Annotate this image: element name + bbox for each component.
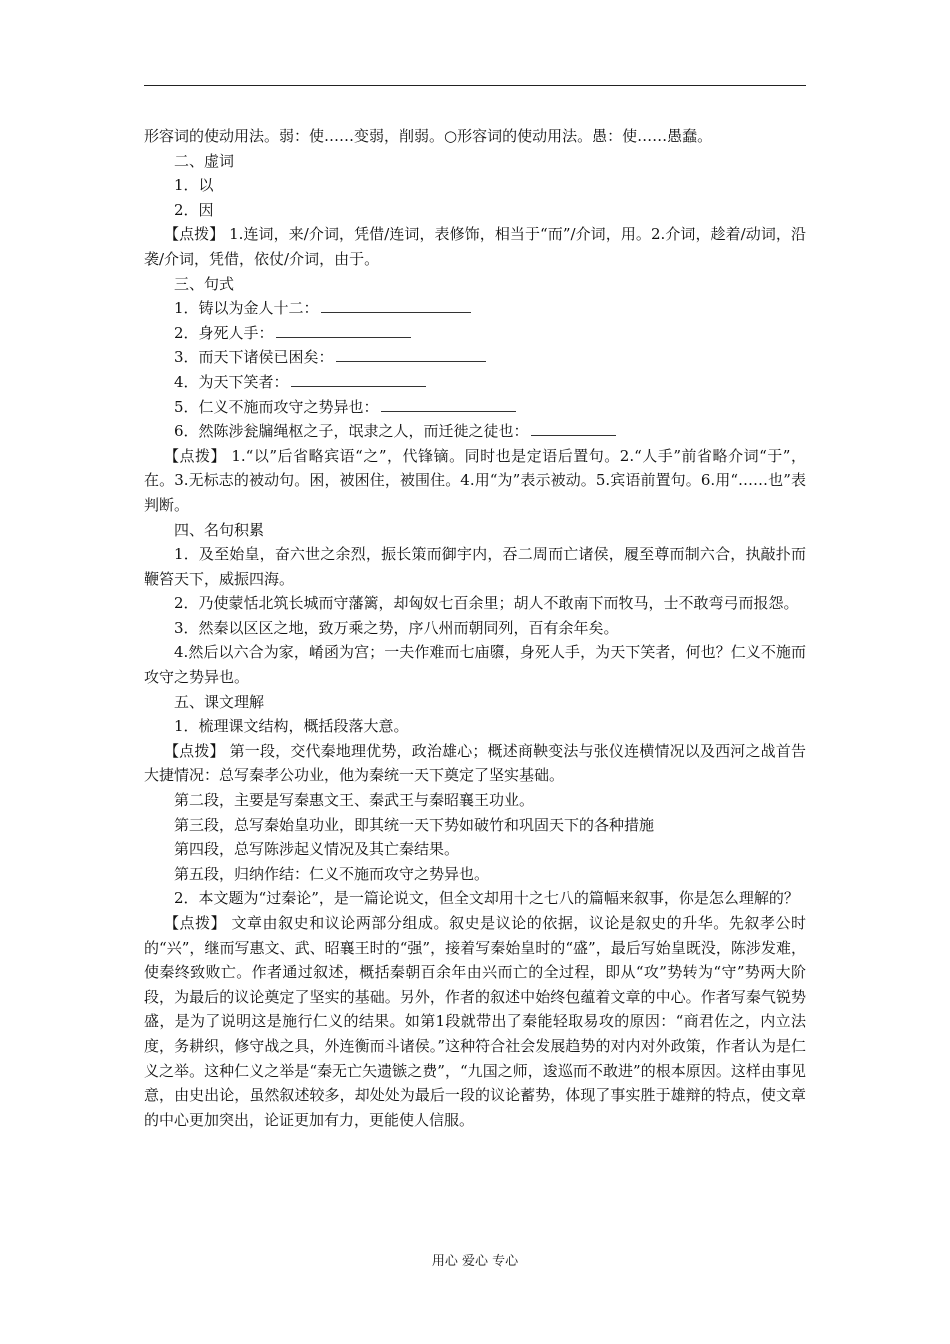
paragraph (144, 591, 806, 616)
paragraph-text: 2．乃使蒙恬北筑长城而守藩篱，却匈奴七百余里；胡人不敢南下而牧马，士不敢弯弓而报怨。 (174, 594, 799, 613)
paragraph-text: 3．然秦以区区之地，致万乘之势，序八州而朝同列，百有余年矣。 (174, 618, 619, 637)
paragraph-text: 1．以 (174, 176, 214, 195)
paragraph (144, 173, 806, 198)
paragraph (144, 911, 806, 1132)
paragraph (144, 149, 806, 174)
paragraph (144, 124, 806, 149)
paragraph-text: 【点拨】 文章由叙史和议论两部分组成。叙史是议论的依据，议论是叙史的升华。先叙孝公时的“兴”，继而写惠文、武、昭襄王时的“强”，接着写秦始皇时的“盛”，最后写始皇既没，陈涉发难，使秦终致败亡。作者通过叙述，概括秦朝百余年由兴而亡的全过程，即从“攻”势转为“守”势两大阶段，为最后的议论奠定了坚实的基础。另外，作者的叙述中始终包蕴着文章的中心。作者写秦气锐势盛，是为了说明这是施行仁义的结果。如第1段就带出了秦能轻取易攻的原因：“商君佐之，内立法度，务耕织，修守战之具，外连衡而斗诸侯。”这种符合社会发展趋势的对内对外政策，作者认为是仁义之举。这种仁义之举是“秦无亡矢遗镞之费”，“九国之师，逡巡而不敢进”的根本原因。这样由事见意，由史出论，虽然叙述较多，却处处为最后一段的议论蓄势，体现了事实胜于雄辩的特点，使文章的中心更加突出，论证更加有力，更能使人信服。 (144, 914, 806, 1129)
paragraph (144, 518, 806, 543)
paragraph-text: 形容词的使动用法。弱：使……变弱，削弱。○形容词的使动用法。愚：使……愚蠢。 (144, 127, 713, 145)
exercise-item (144, 395, 806, 420)
paragraph-text: 四、名句积累 (174, 520, 265, 539)
paragraph-text: 6．然陈涉瓮牖绳枢之子，氓隶之人，而迁徙之徒也： (174, 422, 529, 441)
answer-blank[interactable] (381, 397, 516, 412)
paragraph (144, 862, 806, 887)
exercise-item (144, 321, 806, 346)
paragraph-text: 4．为天下笑者： (174, 372, 289, 391)
paragraph-text: 二、虚词 (174, 151, 235, 170)
paragraph-text: 【点拨】 1.连词，来/介词，凭借/连词，表修饰，相当于“而”/介词，用。2.介词，趁着/动词，沿袭/介词，凭借，依仗/介词，由于。 (144, 225, 806, 268)
paragraph-text: 【点拨】 1.“以”后省略宾语“之”，代锋镝。同时也是定语后置句。2.“人手”前省略介词“于”，在。3.无标志的被动句。困，被困住，被围住。4.用“为”表示被动。5.宾语前置句。6.用“……也”表判断。 (144, 446, 806, 514)
paragraph (144, 813, 806, 838)
paragraph (144, 198, 806, 223)
paragraph-text: 1．铸以为金人十二： (174, 299, 319, 318)
paragraph-text: 2．身死人手： (174, 323, 274, 342)
exercise-item (144, 370, 806, 395)
page-footer: 用心 爱心 专心 (431, 1254, 519, 1269)
paragraph (144, 788, 806, 813)
paragraph-text: 第四段，总写陈涉起义情况及其亡秦结果。 (174, 840, 460, 859)
paragraph (144, 272, 806, 297)
paragraph-text: 2．本文题为“过秦论”，是一篇论说文，但全文却用十之七八的篇幅来叙事，你是怎么理解的？ (174, 889, 799, 908)
paragraph (144, 640, 806, 689)
paragraph-text: 2．因 (174, 200, 214, 219)
paragraph-text: 第五段，归纳作结：仁义不施而攻守之势异也。 (174, 864, 490, 883)
paragraph-text: 3．而天下诸侯已困矣： (174, 348, 334, 367)
paragraph-text: 五、课文理解 (174, 692, 265, 711)
paragraph-text: 4.然后以六合为家，崤函为宫；一夫作难而七庙隳，身死人手，为天下笑者，何也？仁义不施而攻守之势异也。 (144, 643, 806, 687)
exercise-item (144, 345, 806, 370)
answer-blank[interactable] (291, 372, 426, 387)
paragraph-text: 1．梳理课文结构，概括段落大意。 (174, 717, 409, 736)
paragraph-text: 5．仁义不施而攻守之势异也： (174, 397, 379, 416)
exercise-item (144, 419, 806, 444)
paragraph (144, 690, 806, 715)
exercise-item (144, 296, 806, 321)
answer-blank[interactable] (531, 421, 616, 436)
paragraph-text: 第三段，总写秦始皇功业，即其统一天下势如破竹和巩固天下的各种措施 (174, 815, 655, 834)
paragraph-text: 【点拨】 第一段，交代秦地理优势，政治雄心；概述商鞅变法与张仪连横情况以及西河之战首告大捷情况：总写秦孝公功业，他为秦统一天下奠定了坚实基础。 (144, 741, 806, 785)
paragraph-text: 三、句式 (174, 274, 235, 293)
answer-blank[interactable] (276, 323, 411, 338)
paragraph (144, 714, 806, 739)
paragraph (144, 837, 806, 862)
paragraph (144, 886, 806, 911)
answer-blank[interactable] (336, 347, 486, 362)
paragraph (144, 739, 806, 788)
header-rule (144, 85, 806, 86)
paragraph (144, 222, 806, 271)
paragraph (144, 444, 806, 518)
paragraph-text: 第二段，主要是写秦惠文王、秦武王与秦昭襄王功业。 (174, 791, 535, 810)
paragraph-text: 1．及至始皇，奋六世之余烈，振长策而御宇内，吞二周而亡诸侯，履至尊而制六合，执敲扑而鞭笞天下，威振四海。 (144, 545, 806, 588)
answer-blank[interactable] (321, 298, 471, 313)
document-body (144, 124, 806, 1132)
paragraph (144, 542, 806, 591)
paragraph (144, 616, 806, 641)
